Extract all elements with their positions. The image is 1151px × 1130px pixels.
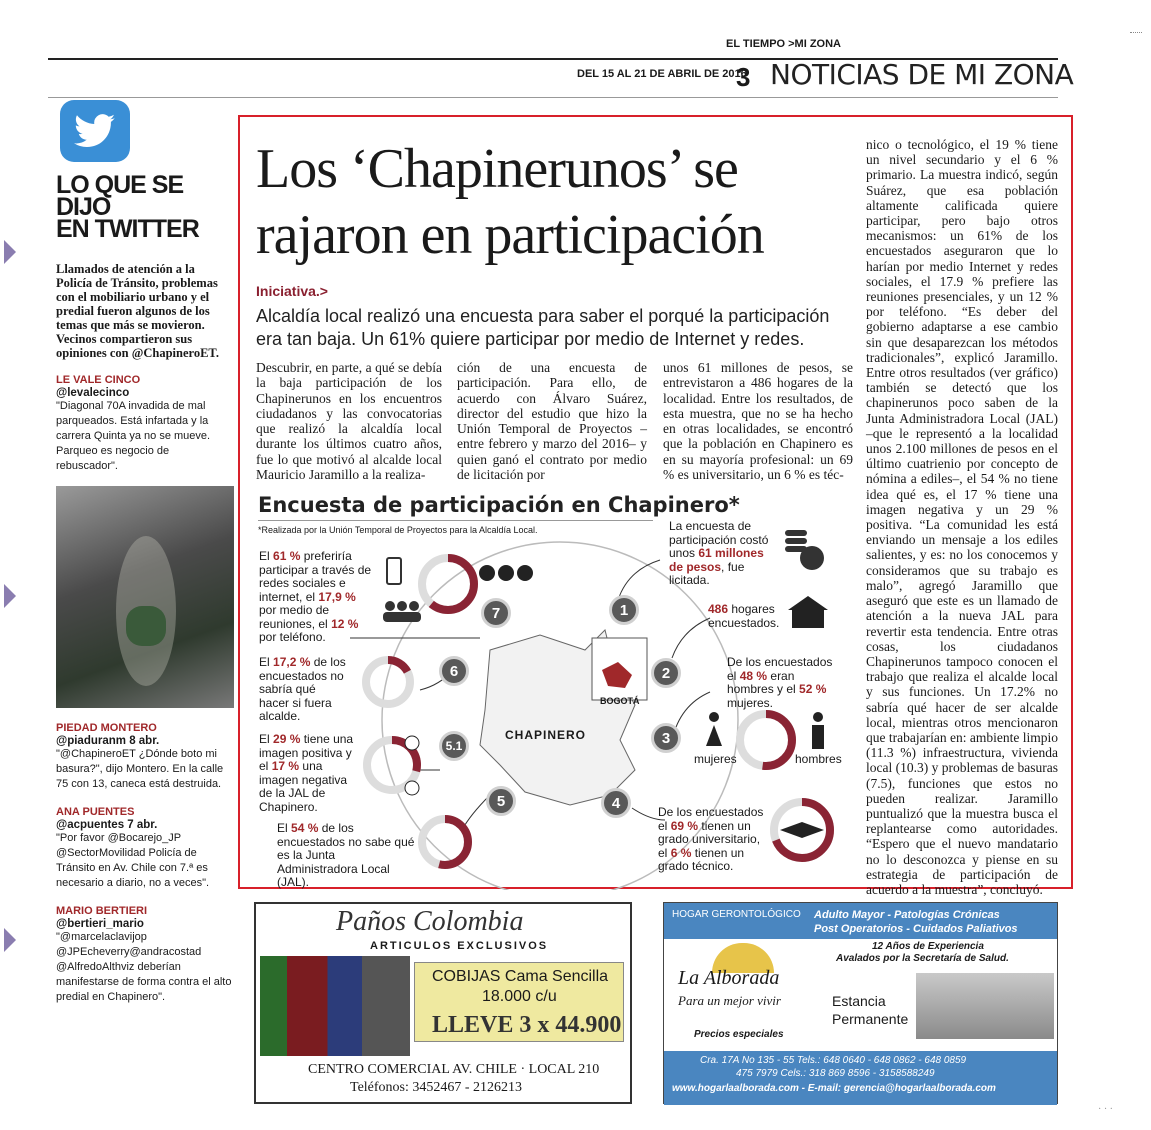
body-column-4: nico o tecnológico, el 19 % tiene un nivel secundario y el 6 % primario. La muestra indicó, según Suárez, que esa población altamente calificada quiere participar, pero bajo otros mecanismos: un 61% de los encuestados aseguraron que lo harían por medio Internet y redes sociales, el 17.9 % prefiere las reuniones presenciales, y un 12 % por teléfono. “Es deber del gobierno adaptarse a ese cambio sin que desaparezcan los métodos tradicionales”, explicó Jaramillo. Entre otros resultados (ver gráfico) también se detectó que los chapinerunos poco saben de la Junta Administradora Local (JAL) –que le representó a la localidad unos 2.100 millones de pesos en el último cuatrienio por concepto de nómina a ediles–, el 54 % no tiene idea qué es, el 17 % tiene una imagen negativa y un 29 % positiva. “La comunidad les está enviando un mensaje a los ediles salientes, y es: no los conocemos y consideramos que su trabajo es malo”, agregó Jaramillo que aseguró que este es un llamado de atención a la nueva JAL para revertir esta tendencia. Entre otras cosas, los ciudadanos Chapinerunos tampoco conocen el trabajo que realiza el alcalde local y sus funciones. Un 17.2% no sabría qué hacer de ser alcalde local, mientras otros mencionaron que trabajarían en: ambiente limpio (11.3 %) infraestructura, vivienda local (10.3) y problemas de basuras (7.5), funciones que estos no pueden realizar. Jaramillo puntualizó que la muestra busca el replantearse como autoridades. “Espero que el nuevo mandatario no lo desconozca y piense en su estrategia de participación de acuerdo a la muestra”, concluyó. bbox=[866, 137, 1058, 897]
map-label: CHAPINERO bbox=[505, 728, 587, 742]
corner-mark bbox=[1130, 32, 1142, 33]
man-icon bbox=[813, 712, 823, 722]
title-rule bbox=[258, 520, 653, 521]
email-icon bbox=[517, 565, 533, 581]
coins-icon bbox=[785, 530, 807, 536]
margin-arrow-icon bbox=[4, 240, 16, 264]
tweet-handle: @levalecinco bbox=[56, 387, 130, 399]
minus-icon bbox=[405, 781, 419, 795]
house-icon bbox=[788, 596, 828, 628]
tweet-handle: @acpuentes 7 abr. bbox=[56, 819, 158, 831]
body-column-2: ción de una encuesta de participación. Para ello, de acuerdo con Álvaro Suárez, director del estudio que hizo la Unión Temporal de Proyectos –entre febrero y marzo del 2016– y quien ganó el contrato por medio de licitación por bbox=[457, 360, 647, 483]
fact-5: El 54 % de los encuestados no sabe qué es la Junta Administradora Local (JAL). bbox=[277, 821, 415, 889]
fact-6: El 17,2 % de los encuestados no sabría qué hacer si fuera alcalde. bbox=[259, 655, 346, 723]
women-label: mujeres bbox=[694, 752, 737, 766]
section-title: NOTICIAS DE MI ZONA bbox=[770, 58, 1074, 91]
tweet-text: "@ChapineroET ¿Dónde boto mi basura?", dijo Montero. En la calle 75 con 13, caneca está destruida. bbox=[56, 748, 224, 790]
fact-3: De los encuestados el 48 % eran hombres y el 52 % mujeres. bbox=[727, 655, 833, 710]
issue-date: DEL 15 AL 21 DE ABRIL DE 2016 bbox=[577, 68, 747, 80]
tweet-text: "Diagonal 70A invadida de mal parqueados. Está infartada y la carrera Quinta ya no se mueve. Parqueo es negocio de rebuscador". bbox=[56, 400, 211, 472]
tweet-author: ANA PUENTES bbox=[56, 806, 135, 818]
deck: Alcaldía local realizó una encuesta para saber el porqué la participación era tan baja. Un 61% quiere participar por medio de Internet y redes. bbox=[256, 306, 830, 349]
people-icon bbox=[385, 601, 395, 611]
sidebar-intro: Llamados de atención a la Policía de Tránsito, problemas con el mobiliario urbano y el predial fueron algunos de los temas que más se movieron. Vecinos compartieron sus opiniones con @ChapineroET. bbox=[56, 262, 219, 360]
facebook-icon bbox=[479, 565, 495, 581]
trash-photo bbox=[56, 486, 234, 708]
tweet-text: "@marcelaclavijop @JPEcheverry@andracostad @AlfredoAlthviz deberían manifestarse de forma contra el alto predial en Chapinero". bbox=[56, 931, 232, 1003]
fact-2: 486 hogares encuestados. bbox=[708, 602, 780, 630]
city-label: BOGOTÁ bbox=[600, 696, 640, 706]
tweet-handle: @bertieri_mario bbox=[56, 918, 144, 930]
fact-5-1: El 29 % tiene una imagen positiva y el 17 % una imagen negativa de la JAL de Chapinero. bbox=[259, 732, 354, 814]
headline: Los ‘Chapinerunos’ se rajaron en participación bbox=[256, 138, 764, 266]
plus-icon bbox=[405, 736, 419, 750]
ad-la-alborada[interactable]: HOGAR GERONTOLÓGICO Adulto Mayor - Patologías Crónicas Post Operatorios - Cuidados Paliativos 12 Años de Experiencia Avalados por la Secretaría de Salud. La Alborada Para un mejor vivir Estancia Permanente Precios especiales Cra. 17A No 135 - 55 Tels.: 648 0640 - 648 0862 - 648 0859 475 7979 Cels.: 318 869 8596 - 3158588249 www.hogarlaalborada.com - E-mail: gerencia@hogarlaalborada.com bbox=[663, 902, 1058, 1104]
fact-4: De los encuestados el 69 % tienen un grado universitario, el 6 % tienen un grado técnico. bbox=[658, 805, 764, 873]
margin-arrow-icon bbox=[4, 928, 16, 952]
phone-icon bbox=[387, 558, 401, 584]
page-number: 3 bbox=[736, 62, 751, 92]
step-2: 2 bbox=[651, 658, 681, 688]
step-1: 1 bbox=[609, 595, 639, 625]
twitter-bird-icon bbox=[60, 100, 130, 162]
body-column-1: Descubrir, en parte, a qué se debía la baja participación de los Chapinerunos en los encuentros ciudadanos y las convocatorias que realizó la alcaldía local durante los últimos cuatro años, fue lo que motivó al alcalde local Mauricio Jaramillo a la realiza- bbox=[256, 360, 442, 483]
arrow bbox=[618, 560, 660, 600]
fact-7: El 61 % preferiría participar a través de redes sociales e internet, el 17,9 % por medio de reuniones, el 12 % por teléfono. bbox=[259, 549, 372, 644]
infographic-subtitle: *Realizada por la Unión Temporal de Proyectos para la Alcaldía Local. bbox=[258, 525, 538, 535]
infographic-title: Encuesta de participación en Chapinero* bbox=[258, 493, 740, 517]
step-7: 7 bbox=[481, 598, 511, 628]
fact-1: La encuesta de participación costó unos 61 millones de pesos, fue licitada. bbox=[669, 519, 769, 587]
step-4: 4 bbox=[601, 788, 631, 818]
sidebar-title-2: EN TWITTER bbox=[56, 215, 199, 243]
paper-name: EL TIEMPO >MI ZONA bbox=[726, 38, 842, 50]
arrow bbox=[672, 618, 710, 658]
tweet-author: PIEDAD MONTERO bbox=[56, 722, 157, 734]
margin-arrow-icon bbox=[4, 584, 16, 608]
men-label: hombres bbox=[795, 752, 842, 766]
woman-icon bbox=[709, 712, 719, 722]
sidebar-title-1: LO QUE SE DIJO bbox=[56, 171, 184, 221]
step-3: 3 bbox=[651, 723, 681, 753]
body-column-3: unos 61 millones de pesos, se entrevistaron a 486 hogares de la localidad. Entre los resultados, de esta muestra, que no se ha hecho en otras localidades, se encontró que la población en Chapinero es en su mayoría profesional: un 69 % es universitario, un 6 % es téc- bbox=[663, 360, 853, 483]
blankets-photo bbox=[260, 956, 410, 1056]
ad-panos-colombia[interactable]: Paños Colombia ARTICULOS EXCLUSIVOS COBIJAS Cama Sencilla 18.000 c/u LLEVE 3 x 44.900 CENTRO COMERCIAL AV. CHILE · LOCAL 210 Teléfonos: 3452467 - 2126213 bbox=[254, 902, 632, 1104]
step-5: 5 bbox=[486, 786, 516, 816]
twitter-icon bbox=[498, 565, 514, 581]
step-5-1: 5.1 bbox=[439, 731, 469, 761]
twitter-sidebar bbox=[56, 100, 234, 1005]
page-mark: · · · bbox=[1098, 1104, 1113, 1115]
tweet-handle: @piaduranm 8 abr. bbox=[56, 735, 160, 747]
kicker: Iniciativa.> bbox=[256, 283, 328, 299]
building-photo bbox=[916, 973, 1054, 1039]
tweet-author: LE VALE CINCO bbox=[56, 374, 141, 386]
step-6: 6 bbox=[439, 656, 469, 686]
tweet-author: MARIO BERTIERI bbox=[56, 905, 148, 917]
tweet-text: "Por favor @Bocarejo_JP @SectorMovilidad Policía de Tránsito en Av. Chile con 7.ª es necesario a diario, no a veces". bbox=[56, 832, 210, 889]
graduation-cap-icon bbox=[780, 822, 824, 838]
